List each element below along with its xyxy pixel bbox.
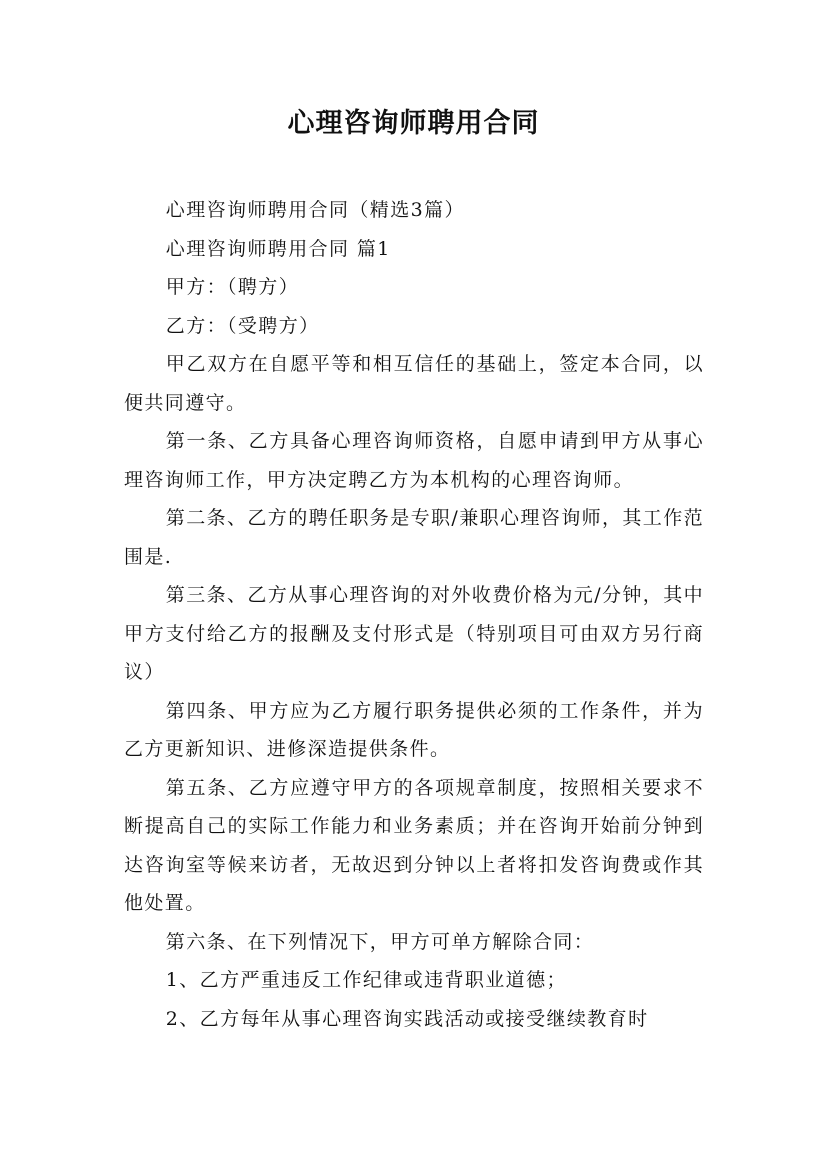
- paragraph-article-5: 第五条、乙方应遵守甲方的各项规章制度，按照相关要求不断提高自己的实际工作能力和业务素质；并在咨询开始前分钟到达咨询室等候来访者，无故迟到分钟以上者将扣发咨询费或作其他处置。: [124, 776, 704, 914]
- paragraph-article-1: 第一条、乙方具备心理咨询师资格，自愿申请到甲方从事心理咨询师工作，甲方决定聘乙方为本机构的心理咨询师。: [124, 430, 704, 491]
- document-body: [124, 191, 704, 1038]
- paragraph-item-1: 1、乙方严重违反工作纪律或违背职业道德；: [165, 969, 567, 991]
- paragraph-preamble: 甲乙双方在自愿平等和相互信任的基础上，签定本合同，以便共同遵守。: [124, 353, 704, 414]
- paragraph-article-2: 第二条、乙方的聘任职务是专职/兼职心理咨询师，其工作范围是.: [124, 507, 704, 568]
- paragraph-article-4: 第四条、甲方应为乙方履行职务提供必须的工作条件，并为乙方更新知识、进修深造提供条件。: [124, 699, 704, 760]
- paragraph-party-a: 甲方：（聘方）: [165, 276, 300, 298]
- paragraph-section-heading: 心理咨询师聘用合同 篇1: [165, 237, 391, 260]
- document-title: 心理咨询师聘用合同: [287, 108, 540, 139]
- paragraph-article-3: 第三条、乙方从事心理咨询的对外收费价格为元/分钟，其中甲方支付给乙方的报酬及支付形式是（特别项目可由双方另行商议）: [124, 584, 704, 683]
- paragraph-subtitle: 心理咨询师聘用合同（精选3篇）: [165, 199, 465, 221]
- paragraph-party-b: 乙方：（受聘方）: [165, 314, 320, 337]
- paragraph-article-6: 第六条、在下列情况下，甲方可单方解除合同：: [165, 930, 595, 953]
- paragraph-item-2: 2、乙方每年从事心理咨询实践活动或接受继续教育时: [165, 1007, 649, 1030]
